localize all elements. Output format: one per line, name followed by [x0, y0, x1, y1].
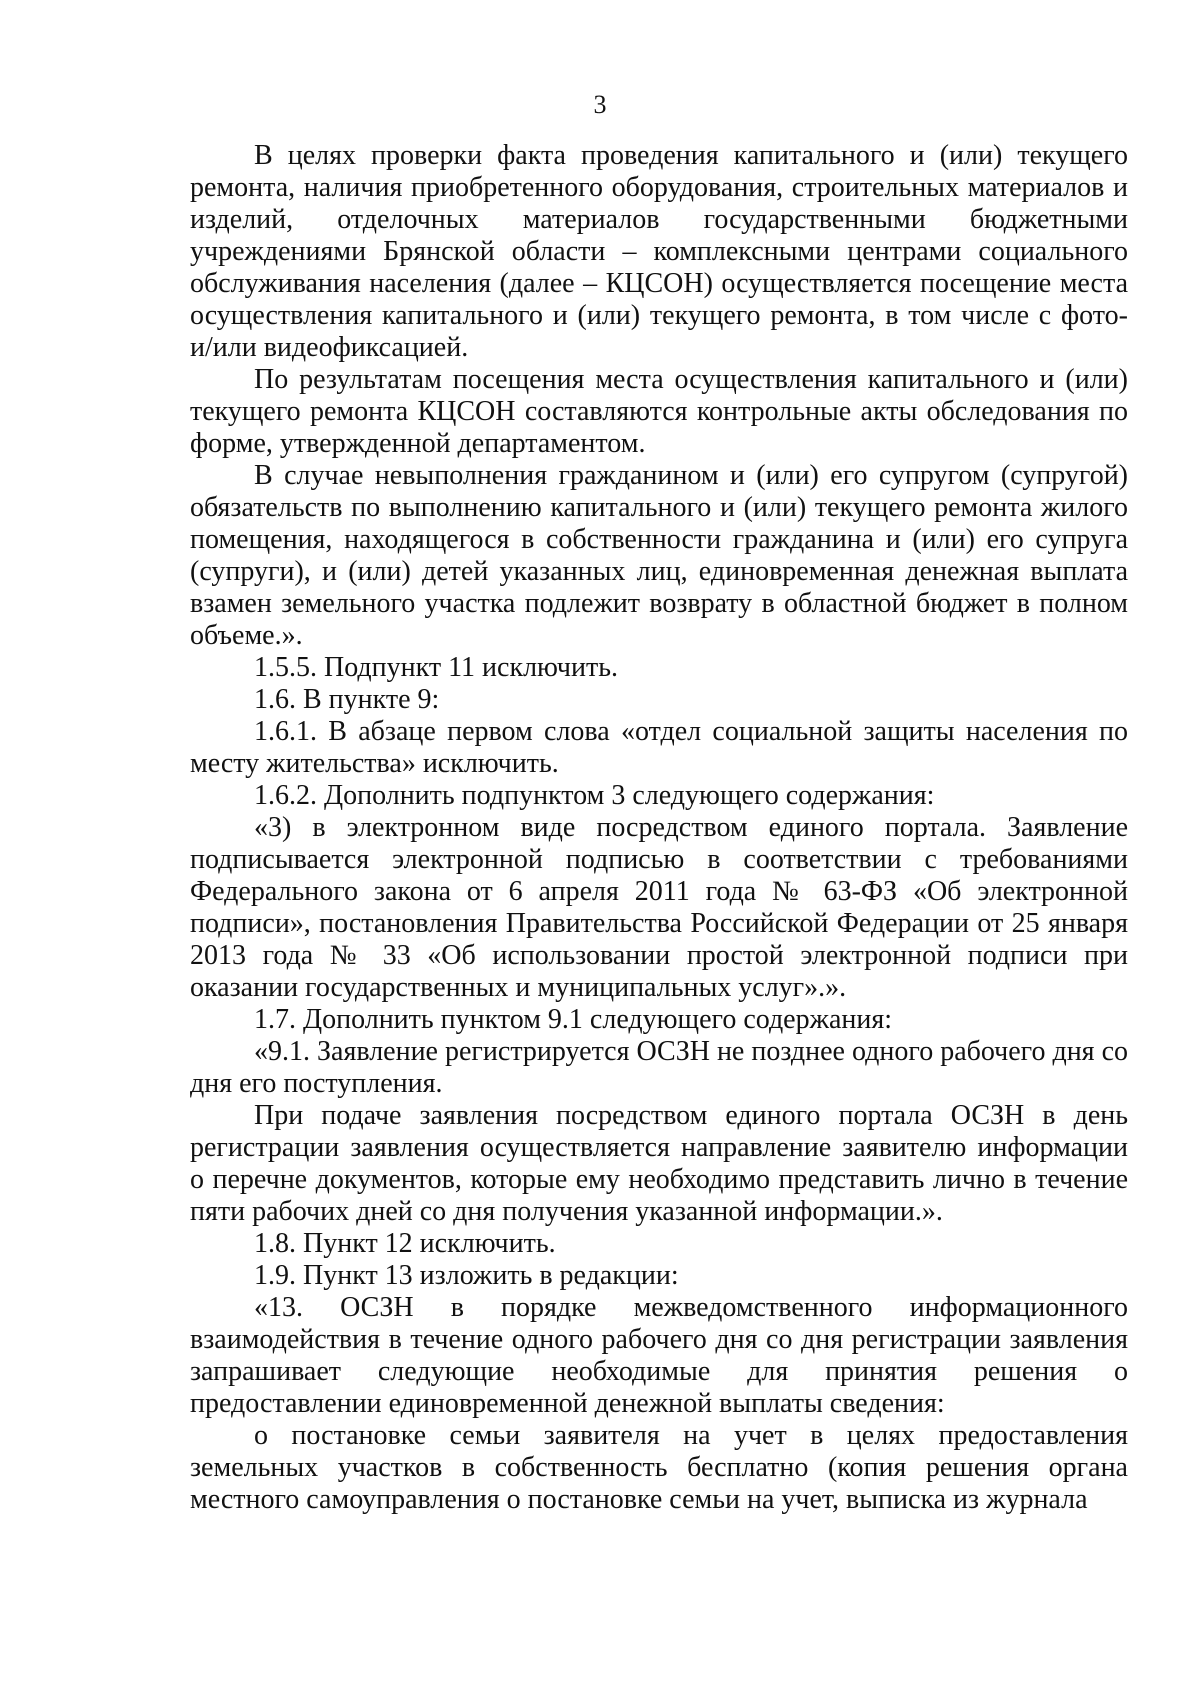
paragraph-item-13: «13. ОСЗН в порядке межведомственного информационного взаимодействия в течение одного рабочего дня со дня регистрации заявления запрашивает следующие необходимые для принятия решения о предоставлении единовременной денежной выплаты сведения: [190, 1292, 1128, 1419]
paragraph-item-1-6: 1.6. В пункте 9: [254, 684, 440, 715]
paragraph-portal-submission: При подаче заявления посредством единого портала ОСЗН в день регистрации заявления осуществляется направление заявителю информации о перечне документов, которые ему необходимо представить лично в течение пяти рабочих дней со дня получения указанной информации.». [190, 1100, 1128, 1227]
paragraph-subitem-3-electronic: «3) в электронном виде посредством единого портала. Заявление подписывается электронной подписью в соответствии с требованиями Федерального закона от 6 апреля 2011 года № 63-ФЗ «Об электронной подписи», постановления Правительства Российской Федерации от 25 января 2013 года № 33 «Об использовании простой электронной подписи при оказании государственных и муниципальных услуг».». [190, 812, 1128, 1003]
paragraph-inspection-purpose: В целях проверки факта проведения капитального и (или) текущего ремонта, наличия приобретенного оборудования, строительных материалов и изделий, отделочных материалов государственными бюджетными учреждениями Брянской области – комплексными центрами социального обслуживания населения (далее – КЦСОН) осуществляется посещение места осуществления капитального и (или) текущего ремонта, в том числе с фото- и/или видеофиксацией. [190, 140, 1128, 363]
paragraph-item-1-8: 1.8. Пункт 12 исключить. [254, 1228, 556, 1259]
paragraph-item-1-6-2: 1.6.2. Дополнить подпунктом 3 следующего содержания: [254, 780, 935, 811]
paragraph-item-1-7: 1.7. Дополнить пунктом 9.1 следующего содержания: [254, 1004, 893, 1035]
paragraph-item-1-9: 1.9. Пункт 13 изложить в редакции: [254, 1260, 679, 1291]
document-body [190, 140, 1128, 1516]
paragraph-refund-obligation: В случае невыполнения гражданином и (или) его супругом (супругой) обязательств по выполнению капитального и (или) текущего ремонта жилого помещения, находящегося в собственности гражданина и (или) его супруга (супруги), и (или) детей указанных лиц, единовременная денежная выплата взамен земельного участка подлежит возврату в областной бюджет в полном объеме.». [190, 460, 1128, 651]
paragraph-item-9-1: «9.1. Заявление регистрируется ОСЗН не позднее одного рабочего дня со дня его поступления. [190, 1036, 1128, 1099]
paragraph-inspection-acts: По результатам посещения места осуществления капитального и (или) текущего ремонта КЦСОН составляются контрольные акты обследования по форме, утвержденной департаментом. [190, 364, 1128, 459]
page-number: 3 [593, 90, 607, 119]
paragraph-item-1-6-1: 1.6.1. В абзаце первом слова «отдел социальной защиты населения по месту жительства» исключить. [190, 716, 1128, 779]
paragraph-family-registration: о постановке семьи заявителя на учет в целях предоставления земельных участков в собственность бесплатно (копия решения органа местного самоуправления о постановке семьи на учет, выписка из журнала [190, 1420, 1128, 1515]
paragraph-item-1-5-5: 1.5.5. Подпункт 11 исключить. [254, 652, 618, 683]
